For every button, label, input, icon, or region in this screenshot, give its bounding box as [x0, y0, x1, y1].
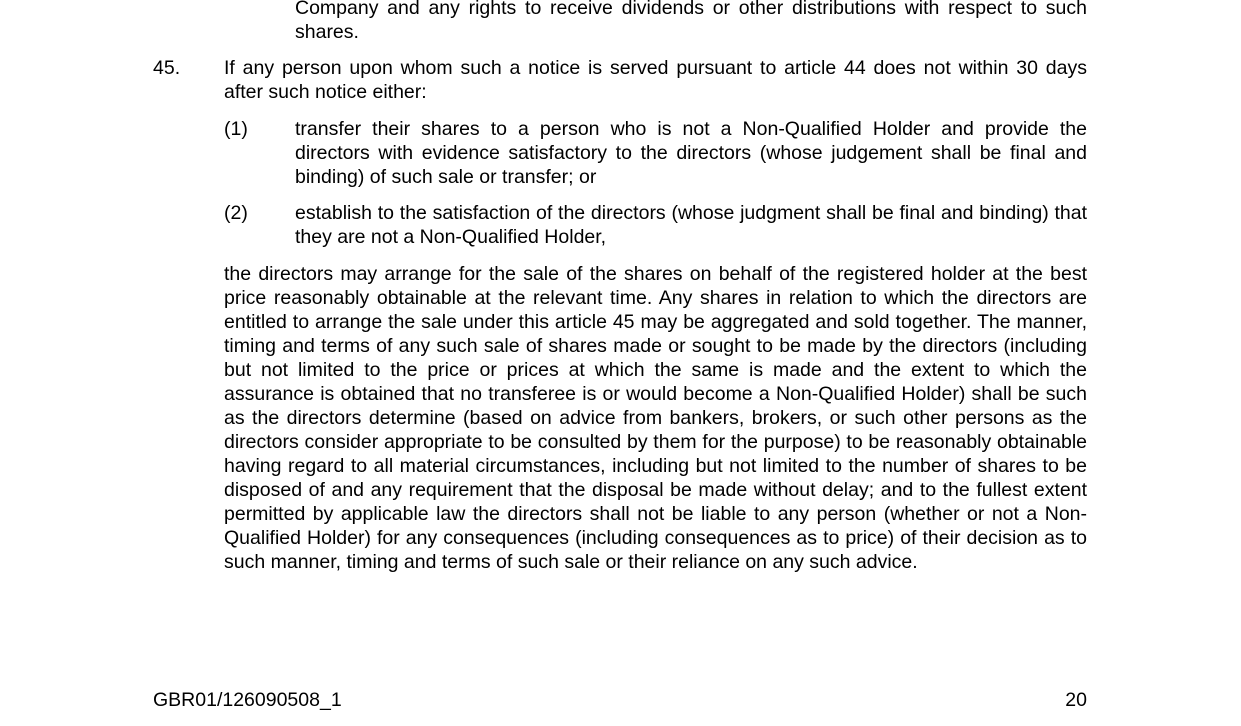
list-item-text: transfer their shares to a person who is not a Non-Qualified Holder and provide the directors with evidence satisfactory to the directors (whose judgement shall be final and binding) of such sale or transfer; or: [295, 118, 1087, 188]
article-number: 45.: [153, 57, 181, 79]
list-item-text: establish to the satisfaction of the directors (whose judgment shall be final and binding) that they are not a Non-Qualified Holder,: [295, 202, 1087, 248]
article-closing-paragraph: the directors may arrange for the sale of the shares on behalf of the registered holder at the best price reasonably obtainable at the relevant time. Any shares in relation to which the directors are entitled to arrange the sale under this article 45 may be aggregated and sold together. The manner, timing and terms of any such sale of shares made or sought to be made by the directors (including but not limited to the price or prices at which the same is made and the extent to which the assurance is obtained that no transferee is or would become a Non-Qualified Holder) shall be such as the directors determine (based on advice from bankers, brokers, or such other persons as the directors consider appropriate to be consulted by them for the purpose) to be reasonably obtainable having regard to all material circumstances, including but not limited to the number of shares to be disposed of and any requirement that the disposal be made without delay; and to the fullest extent permitted by applicable law the directors shall not be liable to any person (whether or not a Non-Qualified Holder) for any consequences (including consequences as to price) of their decision as to such manner, timing and terms of such sale or their reliance on any such advice.: [224, 263, 1087, 573]
footer-page-number: 20: [1065, 689, 1087, 711]
list-item-label: (2): [224, 202, 248, 224]
article-intro: If any person upon whom such a notice is served pursuant to article 44 does not within 30 days after such notice either:: [224, 57, 1087, 103]
footer-document-reference: GBR01/126090508_1: [153, 689, 342, 711]
list-item-label: (1): [224, 118, 248, 140]
continuation-paragraph: Company and any rights to receive dividends or other distributions with respect to such shares.: [295, 0, 1087, 43]
